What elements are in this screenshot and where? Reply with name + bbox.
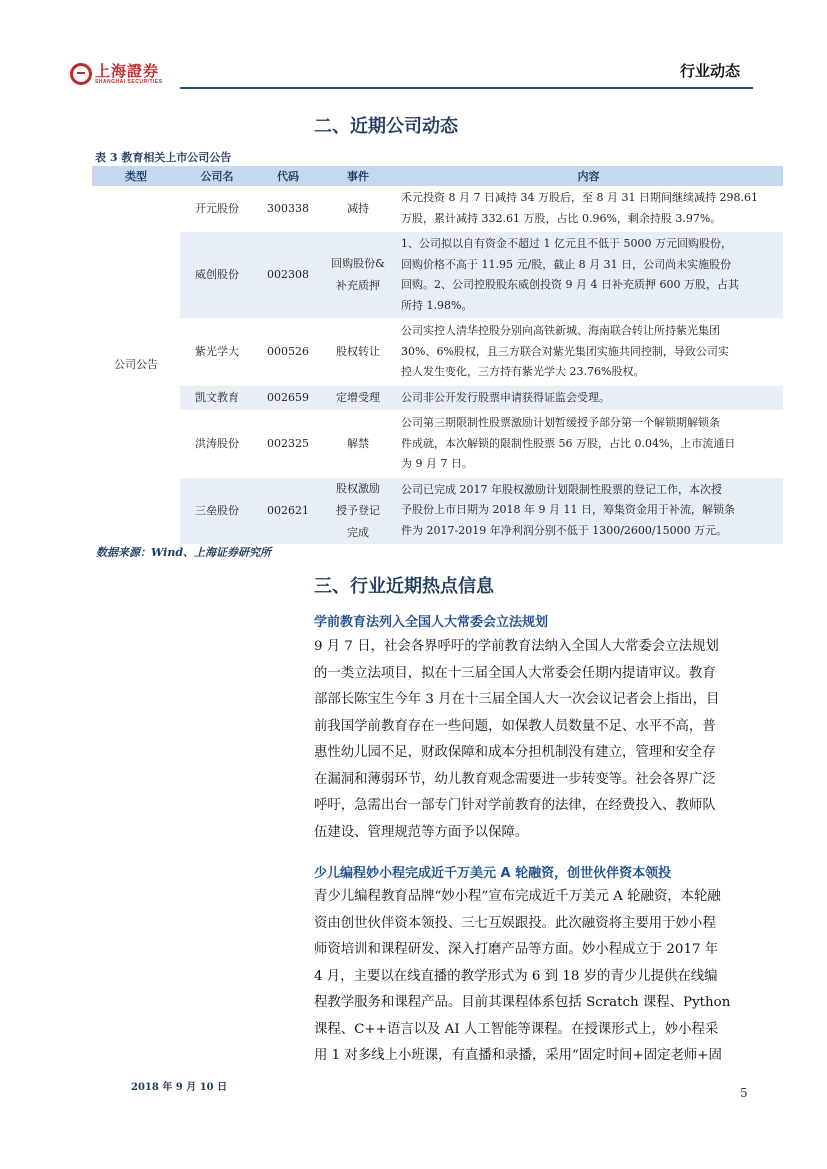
content-line: 公司非公开发行股票申请获得证监会受理。 xyxy=(401,390,610,404)
article-body xyxy=(314,884,754,1070)
content-line: 公司已完成 2017 年股权激励计划限制性股票的登记工作，本次授 xyxy=(401,482,722,496)
section-heading-industry: 三、行业近期热点信息 xyxy=(314,576,494,597)
cell-event: 减持 xyxy=(322,186,394,232)
article-line: 资由创世伙伴资本领投、三七互娱跟投。此次融资将主要用于妙小程 xyxy=(314,915,716,931)
table-row xyxy=(92,319,783,386)
event-line: 补充质押 xyxy=(336,279,380,292)
table-source: 数据来源：Wind、上海证券研究所 xyxy=(96,546,272,559)
cell-content xyxy=(394,385,783,411)
cell-company: 威创股份 xyxy=(180,232,254,319)
table-header-row xyxy=(92,166,783,186)
column-header-company: 公司名 xyxy=(180,166,254,186)
content-line: 件成就，本次解锁的限制性股票 56 万股，占比 0.04%，上市流通日 xyxy=(401,436,736,450)
column-header-code: 代码 xyxy=(254,166,322,186)
content-line: 为 9 月 7 日。 xyxy=(401,457,473,470)
content-line: 30%、6%股权，且三方联合对紫光集团实施共同控制，导致公司实 xyxy=(401,344,729,358)
cell-event: 定增受理 xyxy=(322,385,394,411)
article-title: 学前教育法列入全国人大常委会立法规划 xyxy=(314,615,549,630)
event-line: 完成 xyxy=(347,525,369,539)
article-line: 9 月 7 日，社会各界呼吁的学前教育法纳入全国人大常委会立法规划 xyxy=(314,639,719,654)
table-row xyxy=(92,232,783,319)
section-heading-company: 二、近期公司动态 xyxy=(314,116,458,137)
cell-event: 股权转让 xyxy=(322,319,394,386)
cell-code: 002308 xyxy=(254,232,322,319)
cell-event xyxy=(322,477,394,544)
article-line: 在漏洞和薄弱环节，幼儿教育观念需要进一步转变等。社会各界广泛 xyxy=(314,771,716,787)
event-line: 授予登记 xyxy=(336,503,380,517)
cell-company: 凯文教育 xyxy=(180,385,254,411)
brand-logo xyxy=(70,60,180,88)
cell-company: 开元股份 xyxy=(180,186,254,232)
content-line: 1、公司拟以自有资金不超过 1 亿元且不低于 5000 万元回购股份， xyxy=(401,237,732,250)
article-body xyxy=(314,634,754,846)
article-line: 课程、C++语言以及 AI 人工智能等课程。在授课形式上，妙小程采 xyxy=(314,1021,719,1037)
table-caption: 表 3 教育相关上市公司公告 xyxy=(95,151,232,164)
report-type-tag: 行业动态 xyxy=(680,62,741,80)
header-divider xyxy=(180,87,753,89)
content-line: 禾元投资 8 月 7 日减持 34 万股后，至 8 月 31 日期间继续减持 298.61 xyxy=(401,191,758,204)
table-row xyxy=(92,477,783,544)
content-line: 控人发生变化，三方持有紫光学大 23.76%股权。 xyxy=(401,365,645,378)
article-line: 呼吁，急需出台一部专门针对学前教育的法律，在经费投入、教师队 xyxy=(314,798,716,813)
cell-content xyxy=(394,186,783,232)
cell-code: 000526 xyxy=(254,319,322,386)
table-row xyxy=(92,385,783,411)
cell-code: 002325 xyxy=(254,411,322,478)
content-line: 公司第三期限制性股票激励计划暂缓授予部分第一个解锁期解锁条 xyxy=(401,416,720,429)
content-line: 回购。2、公司控股股东威创投资 9 月 4 日补充质押 600 万股，占其 xyxy=(401,278,739,291)
content-line: 所持 1.98%。 xyxy=(401,298,473,312)
event-line: 股权激励 xyxy=(336,481,380,495)
table-row xyxy=(92,411,783,478)
article-line: 程教学服务和课程产品。目前其课程体系包括 Scratch 课程、Python xyxy=(314,995,731,1010)
page-number: 5 xyxy=(740,1086,748,1100)
article-line: 伍建设、管理规范等方面予以保障。 xyxy=(314,824,529,840)
article-line: 师资培训和课程研发、深入打磨产品等方面。妙小程成立于 2017 年 xyxy=(314,942,719,957)
article-line: 用 1 对多线上小班课，有直播和录播，采用“固定时间+固定老师+固 xyxy=(314,1048,722,1063)
cell-event xyxy=(322,232,394,319)
cell-code: 002659 xyxy=(254,385,322,411)
cell-type: 公司公告 xyxy=(92,186,180,544)
cell-content xyxy=(394,411,783,478)
cell-content xyxy=(394,477,783,544)
article-line: 的一类立法项目，拟在十三届全国人大常委会任期内提请审议。教育 xyxy=(314,665,716,681)
content-line: 件为 2017-2019 年净利润分别不低于 1300/2600/15000 万元。 xyxy=(401,523,728,537)
article-line: 前我国学前教育存在一些问题，如保教人员数量不足、水平不高，普 xyxy=(314,718,716,734)
cell-code: 300338 xyxy=(254,186,322,232)
cell-company: 三垒股份 xyxy=(180,477,254,544)
column-header-content: 内容 xyxy=(394,166,783,186)
content-line: 公司实控人清华控股分别向高铁新城、海南联合转让所持紫光集团 xyxy=(401,324,720,337)
cell-content xyxy=(394,319,783,386)
cell-code: 002621 xyxy=(254,477,322,544)
event-line: 回购股份& xyxy=(331,257,385,270)
article-line: 4 月，主要以在线直播的教学形式为 6 到 18 岁的青少儿提供在线编 xyxy=(314,968,718,984)
cell-company: 洪涛股份 xyxy=(180,411,254,478)
content-line: 回购价格不高于 11.95 元/股，截止 8 月 31 日，公司尚未实施股份 xyxy=(401,257,732,271)
article-line: 惠性幼儿园不足，财政保障和成本分担机制没有建立，管理和安全存 xyxy=(314,745,716,760)
footer-date: 2018 年 9 月 10 日 xyxy=(131,1082,228,1093)
column-header-event: 事件 xyxy=(322,166,394,186)
article-line: 青少儿编程教育品牌“妙小程”宣布完成近千万美元 A 轮融资，本轮融 xyxy=(314,889,721,904)
cell-event: 解禁 xyxy=(322,411,394,478)
table-row xyxy=(92,186,783,232)
cell-company: 紫光学大 xyxy=(180,319,254,386)
article-title: 少儿编程妙小程完成近千万美元 A 轮融资，创世伙伴资本领投 xyxy=(314,866,672,881)
column-header-type: 类型 xyxy=(92,166,180,186)
announcement-table xyxy=(92,166,783,545)
cell-content xyxy=(394,232,783,319)
brand-name-en: SHANGHAI SECURITIES xyxy=(95,79,163,85)
content-line: 予股份上市日期为 2018 年 9 月 11 日，筹集资金用于补流，解锁条 xyxy=(401,503,735,517)
logo-emblem-icon xyxy=(70,63,92,85)
article-line: 部部长陈宝生今年 3 月在十三届全国人大一次会议记者会上指出，目 xyxy=(314,692,720,707)
content-line: 万股，累计减持 332.61 万股，占比 0.96%，剩余持股 3.97%。 xyxy=(401,211,722,225)
brand-name: 上海證券 xyxy=(95,62,160,80)
